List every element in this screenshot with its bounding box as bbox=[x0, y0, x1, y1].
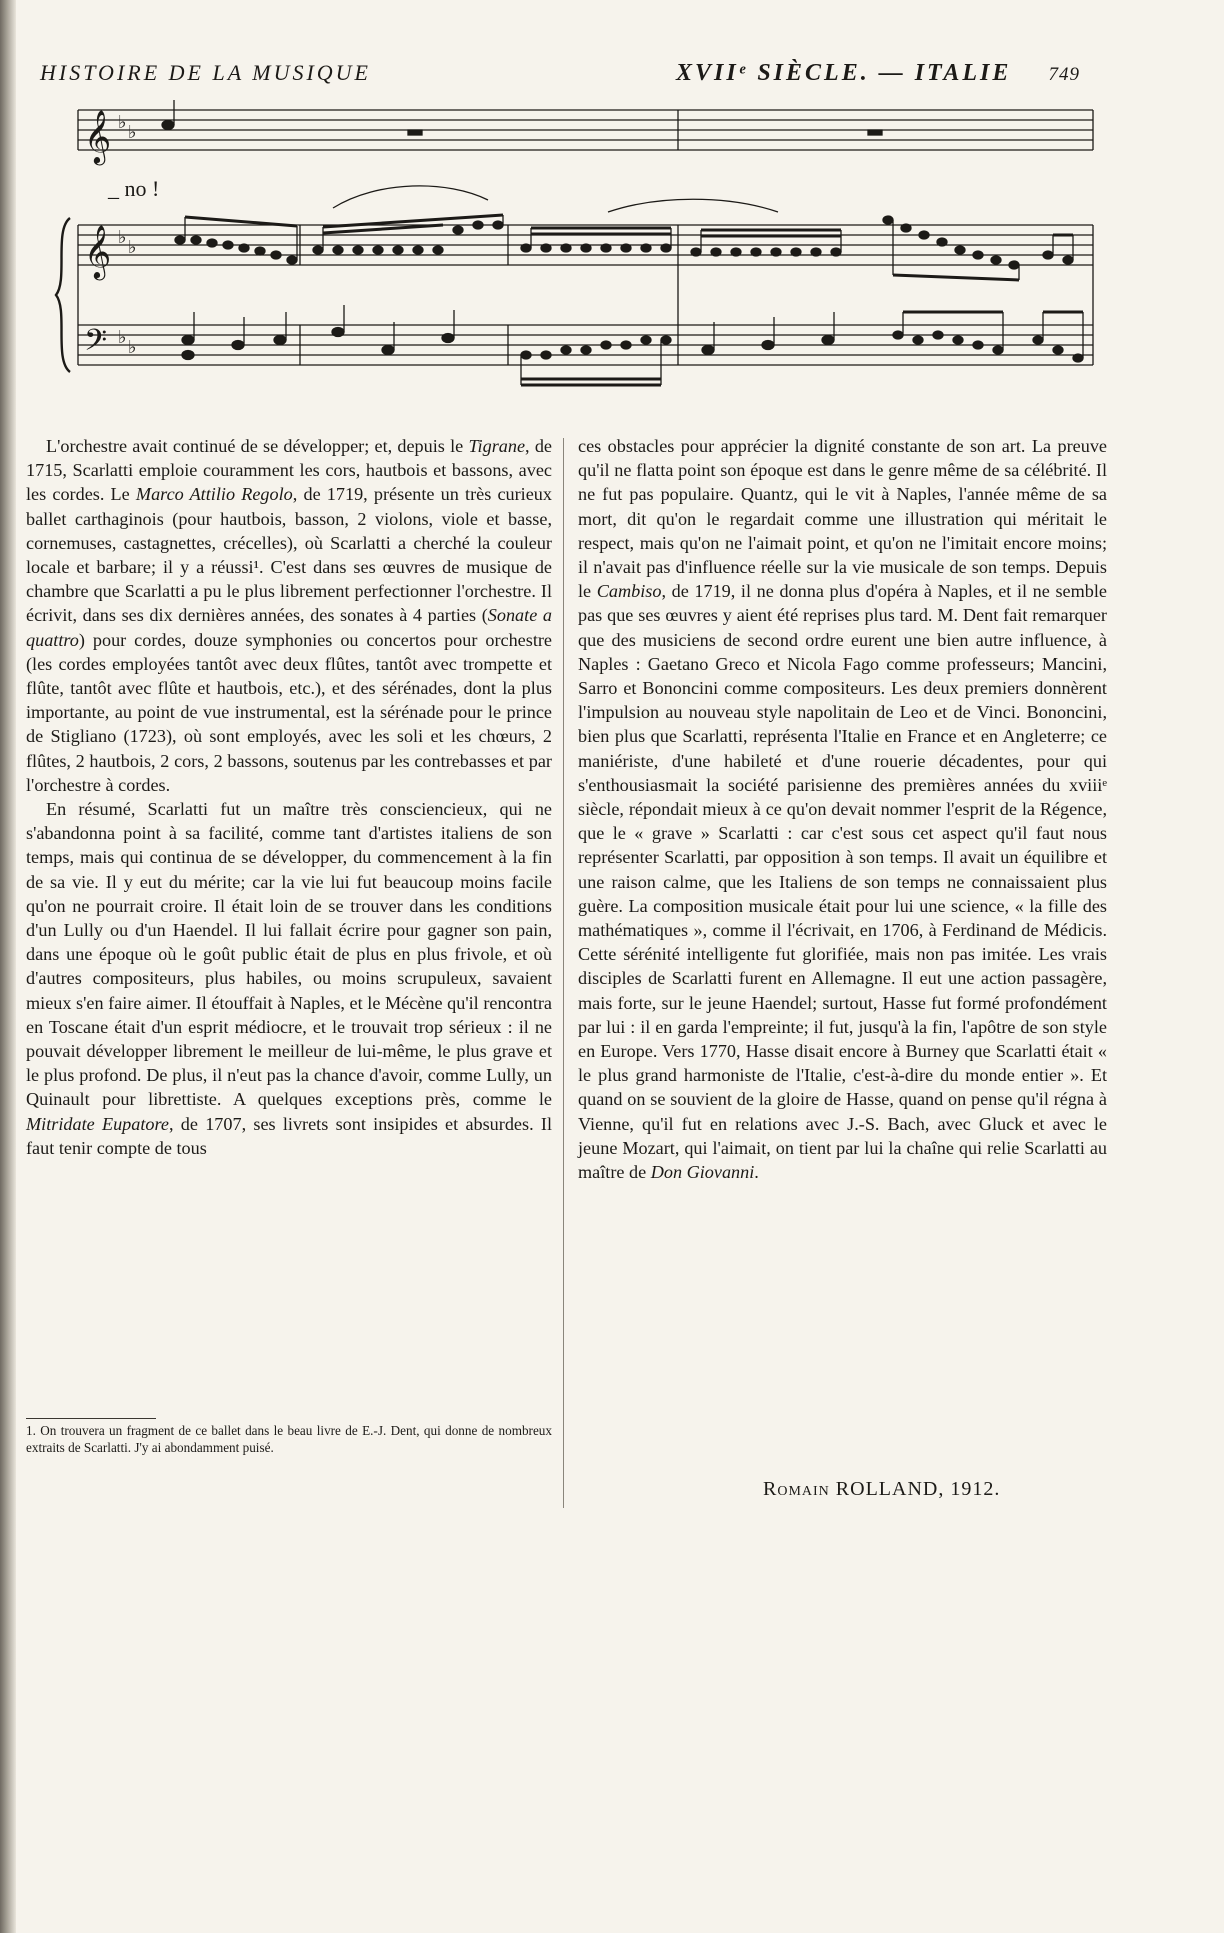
flat-icon: ♭ bbox=[128, 237, 137, 258]
voice-staff bbox=[78, 110, 1093, 150]
footnote-divider bbox=[26, 1418, 156, 1419]
lower-note-group bbox=[702, 312, 834, 355]
bass-clef-icon: 𝄢 bbox=[84, 324, 108, 365]
paragraph: ces obstacles pour apprécier la dignité constante de son art. La preuve qu'il ne flatta point son époque est dans le genre même de sa célébrité. Il ne fut pas populaire. Quantz, qui le vit à Naples, l'année même de sa mort, dit qu'on le regardait comme une illustration qui méritait le respect, mais qu'on ne l'aimait point, et qu'on ne l'imitait encore moins; il n'avait pas d'influence réelle sur la vie musicale de son temps. Depuis le Cambiso, de 1719, il ne donna plus d'opéra à Naples, et il ne semble pas que ses œuvres y aient été reprises plus tard. M. Dent fait remarquer que des musiciens de second ordre eurent une bien autre influence, à Naples : Gaetano Greco et Nicola Fago comme professeurs; Mancini, Sarro et Bononcini comme compositeurs. Les deux premiers donnèrent l'impulsion au nouveau style napolitain de Leo et de Vinci. Bononcini, bien plus que Scarlatti, représenta l'Italie en France et en Angleterre; ce maniériste, d'une habileté et d'une rouerie décadentes, pour qui s'enthousiasmait la société parisienne des premières années du xviiiᵉ siècle, répondait mieux à ce qu'on devait nommer l'esprit de la Régence, que le « grave » Scarlatti : car c'est sous cet aspect qu'il faut nous représenter Scarlatti, par opposition à son temps. Il avait un équilibre et une raison calme, que les Italiens de son temps ne connaissaient plus guère. La composition musicale était pour lui une science, « la fille des mathématiques », comme il l'écrivait, en 1706, à Ferdinand de Médicis. Cette sérénité intelligente fut glorifiée, mais non pas imitée. Les vrais disciples de Scarlatti furent en Allemagne. Il eut une action passagère, mais forte, sur le jeune Haendel; surtout, Hasse fut formé profondément par lui : il en garda l'empreinte; il fut, jusqu'à la fin, l'apôtre de son style en Europe. Vers 1770, Hasse disait encore à Burney que Scarlatti était « le plus grand harmoniste de l'Italie, c'est-à-dire du monde entier ». Et quand on se souvient de la gloire de Hasse, quand on pense qu'il régna à Vienne, qu'il fut en relations avec J.-S. Bach, avec Gluck et avec le jeune Mozart, qui l'aimait, on tient par lui la chaîne qui relie Scarlatti au maître de Don Giovanni. bbox=[578, 436, 1107, 1183]
voice-rest bbox=[868, 130, 882, 135]
text-column-right bbox=[578, 434, 1107, 1184]
text-column-left bbox=[26, 434, 552, 1160]
flat-icon: ♭ bbox=[118, 227, 127, 248]
paragraph: L'orchestre avait continué de se développer; et, depuis le Tigrane, de 1715, Scarlatti emploie couramment les cors, hautbois et bassons, avec les cordes. Le Marco Attilio Regolo, de 1719, présente un très curieux ballet carthaginois (pour hautbois, basson, 2 violons, viole et basse, cornemuses, castagnettes, crécelles), où Scarlatti a cherché la couleur locale et barbare; il y a réussi¹. C'est dans ses œuvres de musique de chambre que Scarlatti a pu le plus librement perfectionner l'orchestre. Il écrivit, dans ses dix dernières années, des sonates à 4 parties (Sonate a quattro) pour cordes, douze symphonies ou concertos pour orchestre (les cordes employées tantôt avec deux flûtes, tantôt avec trompette et flûte, tantôt avec flûte et hautbois, etc.), et des sérénades, dont la plus importante, au point de vue instrumental, est la sérénade pour le prince de Stigliano (1723), où sont employés, avec les soli et les chœurs, 2 flûtes, 2 hautbois, 2 cors, 2 bassons, soutenus par les contrebasses et par l'orchestre à cordes. bbox=[26, 436, 552, 795]
page-number: 749 bbox=[1048, 64, 1080, 85]
binding-edge-shadow bbox=[0, 0, 16, 1933]
flat-icon: ♭ bbox=[128, 122, 137, 143]
brace-icon bbox=[56, 218, 70, 372]
column-divider bbox=[563, 438, 564, 1508]
upper-note-group bbox=[521, 228, 671, 252]
flat-icon: ♭ bbox=[128, 337, 137, 358]
lower-note-group bbox=[332, 305, 454, 355]
upper-note-group bbox=[175, 217, 297, 264]
running-head-left: HISTOIRE DE LA MUSIQUE bbox=[40, 60, 371, 85]
flat-icon: ♭ bbox=[118, 327, 127, 348]
footnote: 1. On trouvera un fragment de ce ballet dans le beau livre de E.-J. Dent, qui donne de nombreux extraits de Scarlatti. J'y ai abondamment puisé. bbox=[26, 1423, 552, 1455]
flat-icon: ♭ bbox=[118, 112, 127, 133]
lower-note-group bbox=[521, 336, 671, 385]
running-head-right bbox=[676, 60, 1080, 87]
treble-clef-icon: 𝄞 bbox=[84, 109, 112, 163]
voice-note bbox=[162, 100, 174, 130]
voice-rest bbox=[408, 130, 422, 135]
upper-note-group bbox=[691, 230, 841, 256]
lower-note-group bbox=[182, 312, 286, 360]
author-signature: Romain ROLLAND, 1912. bbox=[763, 1478, 1001, 1500]
running-head-title: XVIIᵉ SIÈCLE. — ITALIE bbox=[676, 60, 1012, 86]
treble-clef-icon: 𝄞 bbox=[84, 224, 112, 278]
musical-score-excerpt bbox=[48, 100, 1098, 430]
score-lyric: _ no ! bbox=[108, 176, 160, 201]
paragraph: En résumé, Scarlatti fut un maître très consciencieux, qui ne s'abandonna point à sa facilité, comme tant d'artistes italiens de son temps, mais qui continua de se développer, du commencement à la fin de sa vie. Il y eut du mérite; car la vie lui fut beaucoup moins facile qu'on ne pourrait croire. Il était loin de se trouver dans les conditions d'un Lully ou d'un Haendel. Il lui fallait écrire pour gagner son pain, dans une époque où le goût public était de plus en plus frivole, et où d'autres compositeurs, plus habiles, ou moins scrupuleux, savaient mieux s'en faire aimer. Il étouffait à Naples, et le Mécène qu'il rencontra en Toscane était d'un esprit médiocre, et le trouvait trop sérieux : il ne pouvait développer librement le meilleur de lui-même, le plus grave et le plus profond. De plus, il n'eut pas la chance d'avoir, comme Lully, un Quinault pour librettiste. A quelques exceptions près, comme le Mitridate Eupatore, de 1707, ses livrets sont insipides et absurdes. Il faut tenir compte de tous bbox=[26, 799, 552, 1158]
